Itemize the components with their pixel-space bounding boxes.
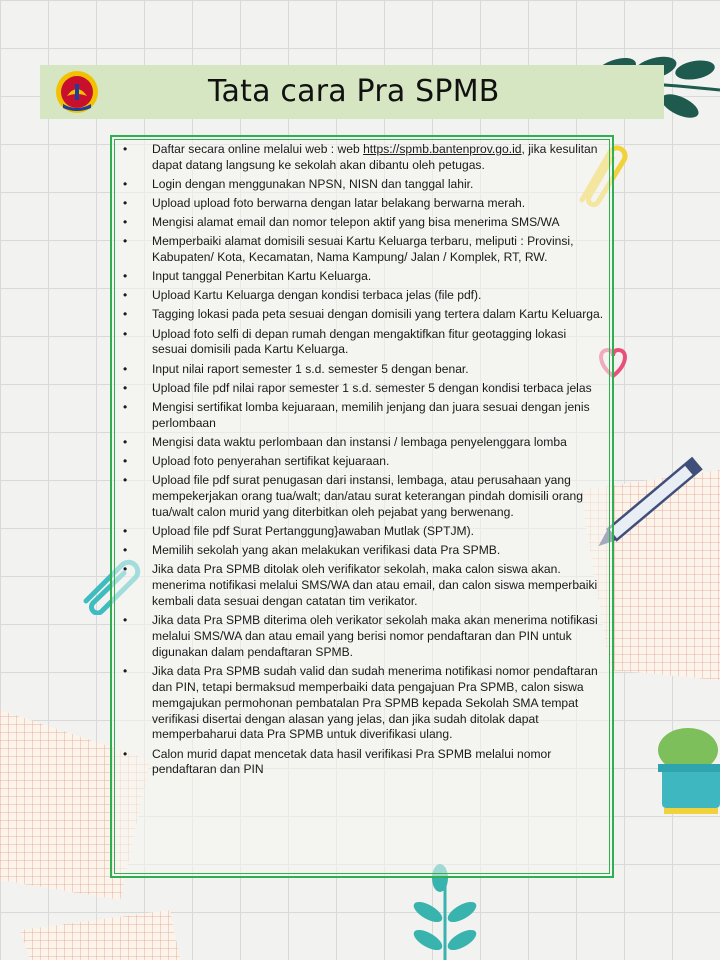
list-item: • Tagging lokasi pada peta sesuai dengan domisili yang tertera dalam Kartu Keluarga. bbox=[152, 307, 604, 323]
spmb-website-link[interactable]: https://spmb.bantenprov.go.id bbox=[363, 142, 522, 156]
list-item: • Upload foto selfi di depan rumah dengan mengaktifkan fitur geotagging lokasi sesuai domisili pada Kartu Keluarga. bbox=[152, 327, 604, 359]
potted-cactus-icon bbox=[650, 720, 720, 820]
list-item: • Upload file pdf surat penugasan dari instansi, lembaga, atau perusahaan yang mempekerjakan orang tua/walt; dan/atau surat keterangan pindah domisili orang tua/walt calon murid yang diterbitkan oleh pejabat yang berwenang. bbox=[152, 473, 604, 521]
list-item: • Input tanggal Penerbitan Kartu Keluarga. bbox=[152, 269, 604, 285]
steps-list bbox=[152, 142, 604, 782]
list-item: • Mengisi data waktu perlombaan dan instansi / lembaga penyelenggara lomba bbox=[152, 435, 604, 451]
list-item: • Upload file pdf Surat Pertanggung}awaban Mutlak (SPTJM). bbox=[152, 524, 604, 540]
list-item: • Daftar secara online melalui web : web https://spmb.bantenprov.go.id, jika kesulitan dapat datang langsung ke sekolah akan dibantu oleh petugas. bbox=[152, 142, 604, 174]
list-item: • Memilih sekolah yang akan melakukan verifikasi data Pra SPMB. bbox=[152, 543, 604, 559]
list-item: • Upload foto penyerahan sertifikat kejuaraan. bbox=[152, 454, 604, 470]
list-item: • Input nilai raport semester 1 s.d. semester 5 dengan benar. bbox=[152, 362, 604, 378]
list-item: • Jika data Pra SPMB sudah valid dan sudah menerima notifikasi nomor pendaftaran dan PIN, tetapi bermaksud memperbaiki data pengajuan Pra SPMB, calon siswa memgajukan permohonan pembatalan Pra SPMB kepada Sekolah SMA tempat verifikasi disertai dengan alasan yang jelas, dan jika sudah ditolak dapat memperbaharui data Pra SPMB untuk diverifikasi ulang. bbox=[152, 664, 604, 744]
list-item: • Jika data Pra SPMB diterima oleh verikator sekolah maka akan menerima notifikasi melalui SMS/WA dan atau email yang berisi nomor pendaftaran dan PIN untuk digunakan dalam pendaftaran SPMB. bbox=[152, 613, 604, 661]
list-item: • Calon murid dapat mencetak data hasil verifikasi Pra SPMB melalui nomor pendaftaran dan PIN bbox=[152, 747, 604, 779]
list-item: • Upload file pdf nilai rapor semester 1 s.d. semester 5 dengan kondisi terbaca jelas bbox=[152, 381, 604, 397]
list-item: • Mengisi sertifikat lomba kejuaraan, memilih jenjang dan juara sesuai dengan jenis perlombaan bbox=[152, 400, 604, 432]
list-item: • Mengisi alamat email dan nomor telepon aktif yang bisa menerima SMS/WA bbox=[152, 215, 604, 231]
list-item: • Login dengan menggunakan NPSN, NISN dan tanggal lahir. bbox=[152, 177, 604, 193]
list-item: • Upload upload foto berwarna dengan latar belakang berwarna merah. bbox=[152, 196, 604, 212]
page-title: Tata cara Pra SPMB bbox=[208, 74, 500, 109]
list-item: • Upload Kartu Keluarga dengan kondisi terbaca jelas (file pdf). bbox=[152, 288, 604, 304]
list-item: • Jika data Pra SPMB ditolak oleh verifikator sekolah, maka calon siswa akan. menerima notifikasi melalui SMS/WA dan atau email, dan calon siswa memperbaiki kembali data sesuai dengan catatan tim verikator. bbox=[152, 562, 604, 610]
list-item: • Memperbaiki alamat domisili sesuai Kartu Keluarga terbaru, meliputi : Provinsi, Kabupaten/ Kota, Kecamatan, Nama Kampung/ Jalan / Komplek, RT, RW. bbox=[152, 234, 604, 266]
sma-tangerang-logo-icon bbox=[55, 70, 99, 114]
